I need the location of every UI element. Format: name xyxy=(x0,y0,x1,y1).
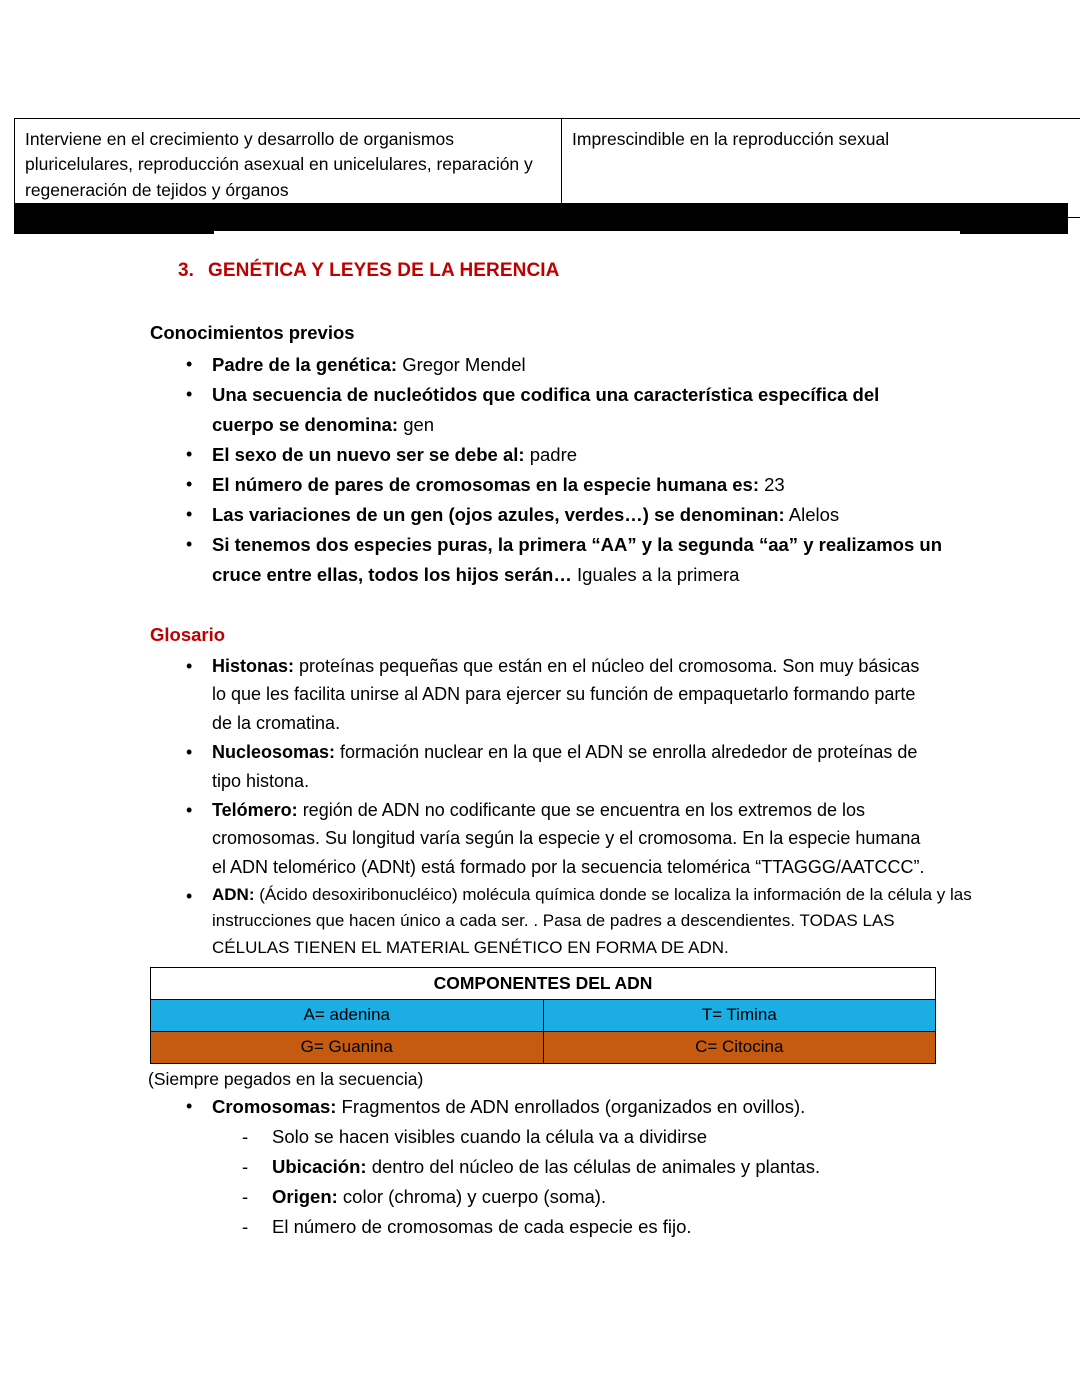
section-number: 3. xyxy=(178,260,195,281)
list-item xyxy=(272,1152,972,1182)
item-answer: Iguales a la primera xyxy=(571,563,740,585)
item-term: Telómero: xyxy=(212,799,298,820)
item-definition: proteínas pequeñas que están en el núcleo del cromosoma. Son muy básicas lo que les facilita unirse al ADN para ejercer su función de empaquetarlo formando parte de la cromatina. xyxy=(212,655,920,734)
sub-item-text: Solo se hacen visibles cuando la célula va a dividirse xyxy=(272,1126,708,1148)
table-header-row xyxy=(151,968,936,1000)
list-item xyxy=(272,1212,972,1242)
adn-table-header: COMPONENTES DEL ADN xyxy=(151,968,936,1000)
adn-components-table xyxy=(150,967,936,1064)
item-term: El sexo de un nuevo ser se debe al: xyxy=(212,443,525,465)
item-answer: Alelos xyxy=(784,503,840,525)
item-term: Cromosomas: xyxy=(212,1096,337,1118)
adn-cell-adenina: A= adenina xyxy=(151,1000,544,1032)
glossary-list xyxy=(0,652,1080,882)
prior-knowledge-list xyxy=(0,350,1080,590)
item-term: Nucleosomas: xyxy=(212,742,336,763)
adn-cell-guanina: G= Guanina xyxy=(151,1032,544,1064)
item-term: Las variaciones de un gen (ojos azules, verdes…) se denominan: xyxy=(212,503,785,525)
list-item xyxy=(212,470,942,500)
list-item xyxy=(272,1182,972,1212)
item-term: ADN: xyxy=(212,885,255,905)
item-term: Una secuencia de nucleótidos que codifica una característica específica del cuerpo se denomina: xyxy=(212,383,880,435)
adn-table-note: (Siempre pegados en la secuencia) xyxy=(148,1069,424,1090)
item-term: Si tenemos dos especies puras, la primera “AA” y la segunda “aa” y realizamos un cruce entre ellas, todos los hijos serán… xyxy=(212,533,943,585)
item-answer: gen xyxy=(398,413,435,435)
table-row xyxy=(151,1032,936,1064)
section-spacer xyxy=(0,590,1080,620)
list-item xyxy=(212,500,942,530)
item-definition: formación nuclear en la que el ADN se enrolla alrededor de proteínas de tipo histona. xyxy=(212,742,918,791)
table-cell-asexual: Interviene en el crecimiento y desarrollo de organismos pluricelulares, reproducción asexual en unicelulares, reparación y regeneración de tejidos y órganos xyxy=(15,119,562,218)
item-answer: 23 xyxy=(759,473,785,495)
chromosomes-sub-list xyxy=(0,1122,1080,1242)
item-answer: padre xyxy=(524,443,578,465)
list-item xyxy=(212,1092,942,1122)
item-answer: Gregor Mendel xyxy=(397,353,526,375)
sub-item-text: dentro del núcleo de las células de animales y plantas. xyxy=(366,1156,821,1178)
table-cell-sexual: Imprescindible en la reproducción sexual xyxy=(562,119,1080,218)
list-item xyxy=(212,652,932,738)
glossary-heading: Glosario xyxy=(150,623,226,645)
list-item xyxy=(212,738,932,796)
prior-knowledge-heading: Conocimientos previos xyxy=(150,322,355,343)
adn-cell-timina: T= Timina xyxy=(543,1000,936,1032)
black-redaction-bar xyxy=(14,203,1068,231)
sub-item-term: Ubicación: xyxy=(272,1156,367,1178)
item-definition: (Ácido desoxiribonucléico) molécula química donde se localiza la información de la célula y las instrucciones que hacen único a cada ser. . Pasa de padres a descendientes. TODAS LAS CÉLULAS TIENEN EL MATERIAL GENÉTICO EN FORMA DE ADN. xyxy=(212,885,972,957)
item-definition: región de ADN no codificante que se encuentra en los extremos de los cromosomas. Su longitud varía según la especie y el cromosoma. En la especie humana el ADN telomérico (ADNt) está formado por la secuencia telomérica “TTAGGG/AATCCC”. xyxy=(212,799,925,878)
chromosomes-list xyxy=(0,1092,1080,1122)
list-item xyxy=(212,440,942,470)
list-item xyxy=(212,530,942,590)
black-redaction-bar-foot-right xyxy=(960,231,1068,234)
table-row xyxy=(151,1000,936,1032)
black-redaction-bar-foot-left xyxy=(14,231,214,234)
sub-item-term: Origen: xyxy=(272,1186,338,1208)
item-definition: Fragmentos de ADN enrollados (organizados en ovillos). xyxy=(336,1096,806,1118)
list-item xyxy=(212,796,932,882)
list-item xyxy=(212,882,972,961)
section-title: GENÉTICA Y LEYES DE LA HERENCIA xyxy=(208,260,560,281)
list-item xyxy=(212,350,942,380)
list-item xyxy=(212,380,942,440)
list-item xyxy=(272,1122,972,1152)
item-term: Histonas: xyxy=(212,655,295,676)
sub-item-text: color (chroma) y cuerpo (soma). xyxy=(337,1186,607,1208)
glossary-list-adn xyxy=(0,882,1080,961)
sub-item-text: El número de cromosomas de cada especie es fijo. xyxy=(272,1216,692,1238)
section-heading xyxy=(178,260,560,282)
item-term: Padre de la genética: xyxy=(212,353,398,375)
document-body xyxy=(0,318,1080,1242)
adn-cell-citocina: C= Citocina xyxy=(543,1032,936,1064)
item-term: El número de pares de cromosomas en la especie humana es: xyxy=(212,473,759,495)
